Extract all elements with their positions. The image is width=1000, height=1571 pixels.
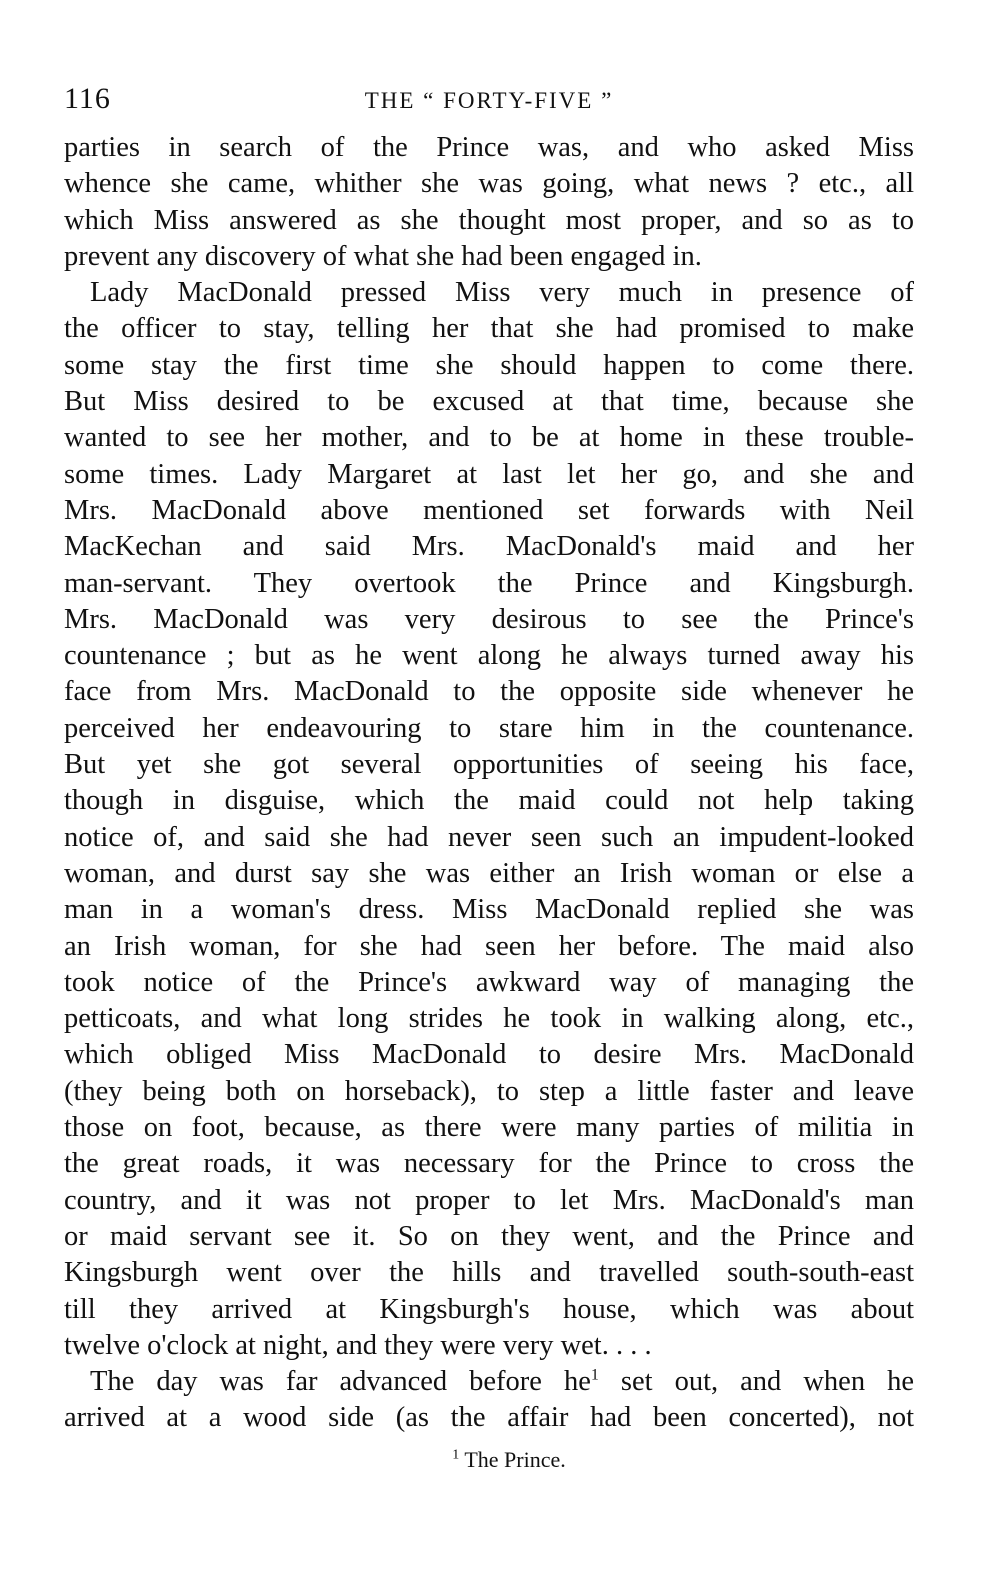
text-fragment: The day was far advanced before he [90,1366,591,1398]
text-line: perceived her endeavouring to stare him in the countenance. [64,712,914,744]
paragraph [64,130,914,275]
text-line: those on foot, because, as there were many parties of militia in [64,1112,914,1144]
text-line: petticoats, and what long strides he took in walking along, etc., [64,1003,914,1035]
text-line: which Miss answered as she thought most proper, and so as to [64,204,914,236]
text-line: woman, and durst say she was either an Irish woman or else a [64,857,914,889]
text-line: man-servant. They overtook the Prince and Kingsburgh. [64,567,914,599]
running-title: THE “ FORTY-FIVE ” [364,88,614,113]
text-line: till they arrived at Kingsburgh's house, which was about [64,1293,914,1325]
page-number: 116 [64,82,111,115]
text-line: twelve o'clock at night, and they were very wet. . . . [64,1329,652,1361]
footnote-mark: 1 [452,1447,460,1463]
text-line: notice of, and said she had never seen such an impudent-looked [64,821,914,853]
page-header [64,82,914,130]
text-fragment: set out, and when he [598,1366,915,1398]
text-line [64,1364,914,1400]
text-line: Mrs. MacDonald was very desirous to see the Prince's [64,603,914,635]
text-line: MacKechan and said Mrs. MacDonald's maid and her [64,531,914,563]
footnote-text: The Prince. [464,1446,566,1472]
text-line: or maid servant see it. So on they went, and the Prince and [64,1220,914,1252]
text-line: some stay the first time she should happen to come there. [64,349,914,381]
text-line: the officer to stay, telling her that she had promised to make [64,313,914,345]
text-line: took notice of the Prince's awkward way of managing the [64,966,914,998]
text-line: But yet she got several opportunities of seeing his face, [64,749,914,781]
text-line: wanted to see her mother, and to be at home in these trouble- [64,422,914,454]
footnote-reference: 1 [590,1366,599,1384]
paragraph [64,275,914,1364]
text-line: the great roads, it was necessary for the Prince to cross the [64,1148,914,1180]
text-line: country, and it was not proper to let Mrs. MacDonald's man [64,1184,914,1216]
text-line: face from Mrs. MacDonald to the opposite side whenever he [64,676,914,708]
text-line: Lady MacDonald pressed Miss very much in presence of [90,277,914,309]
text-line: which obliged Miss MacDonald to desire Mrs. MacDonald [64,1039,914,1071]
text-line: Kingsburgh went over the hills and travelled south-south-east [64,1257,914,1289]
text-line: an Irish woman, for she had seen her before. The maid also [64,930,914,962]
text-line: parties in search of the Prince was, and who asked Miss [64,132,914,163]
text-line: countenance ; but as he went along he always turned away his [64,640,914,672]
text-line: some times. Lady Margaret at last let her go, and she and [64,458,914,490]
text-line: Mrs. MacDonald above mentioned set forwards with Neil [64,494,914,526]
paragraph [64,1364,914,1437]
text-line: But Miss desired to be excused at that time, because she [64,386,914,418]
footnote [64,1447,914,1473]
text-line: whence she came, whither she was going, what news ? etc., all [64,168,914,200]
text-line: prevent any discovery of what she had been engaged in. [64,240,702,272]
book-page [64,82,914,1473]
text-line: (they being both on horseback), to step a little faster and leave [64,1075,914,1107]
body-text [64,130,914,1437]
text-line: arrived at a wood side (as the affair had been concerted), not [64,1402,914,1434]
text-line: man in a woman's dress. Miss MacDonald replied she was [64,894,914,926]
text-line: though in disguise, which the maid could not help taking [64,785,914,817]
